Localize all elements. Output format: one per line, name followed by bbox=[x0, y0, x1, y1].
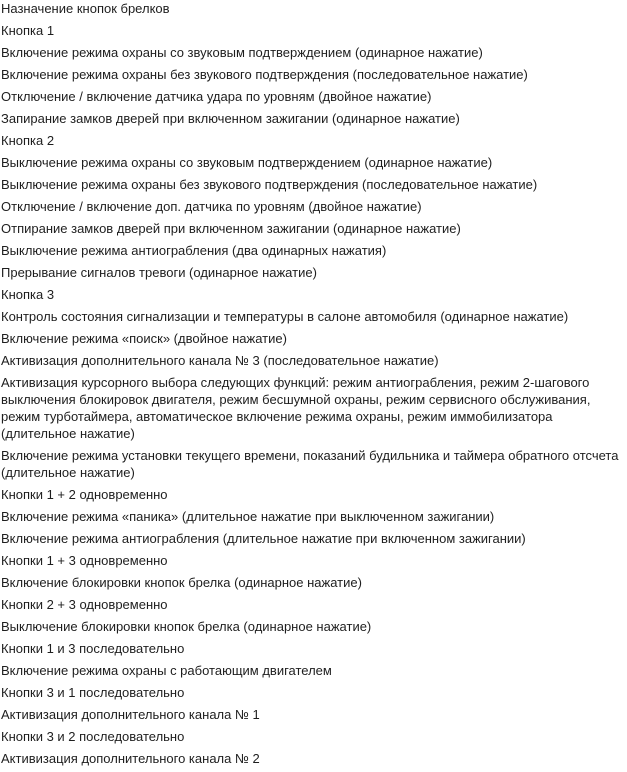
list-item: Контроль состояния сигнализации и температуры в салоне автомобиля (одинарное нажатие) bbox=[1, 309, 569, 324]
section-heading-buttons-2-plus-3: Кнопки 2 + 3 одновременно bbox=[1, 597, 168, 612]
list-item: Включение режима «паника» (длительное нажатие при выключенном зажигании) bbox=[1, 509, 495, 524]
list-item: Отключение / включение доп. датчика по уровням (двойное нажатие) bbox=[1, 199, 422, 214]
list-item: Выключение режима антиограбления (два одинарных нажатия) bbox=[1, 243, 387, 258]
list-item: Включение режима установки текущего времени, показаний будильника и таймера обратного отсчета (длительное нажатие) bbox=[1, 448, 619, 480]
list-item: Отпирание замков дверей при включенном зажигании (одинарное нажатие) bbox=[1, 221, 461, 236]
section-heading-buttons-3-then-2: Кнопки 3 и 2 последовательно bbox=[1, 729, 185, 744]
section-heading-buttons-3-then-1: Кнопки 3 и 1 последовательно bbox=[1, 685, 185, 700]
list-item: Выключение режима охраны без звукового подтверждения (последовательное нажатие) bbox=[1, 177, 538, 192]
list-item: Включение режима «поиск» (двойное нажатие) bbox=[1, 331, 287, 346]
list-item: Включение режима антиограбления (длительное нажатие при включенном зажигании) bbox=[1, 531, 526, 546]
list-item: Активизация курсорного выбора следующих функций: режим антиограбления, режим 2-шагового выключения блокировок двигателя, режим бесшумной охраны, режим сервисного обслуживания, режим турботаймера, автоматическое включение режима охраны, режим иммобилизатора (длительное нажатие) bbox=[1, 375, 591, 441]
list-item: Активизация дополнительного канала № 2 bbox=[1, 751, 260, 766]
list-item: Включение режима охраны со звуковым подтверждением (одинарное нажатие) bbox=[1, 45, 483, 60]
list-item: Прерывание сигналов тревоги (одинарное нажатие) bbox=[1, 265, 317, 280]
list-item: Активизация дополнительного канала № 1 bbox=[1, 707, 260, 722]
section-heading-buttons-1-then-3: Кнопки 1 и 3 последовательно bbox=[1, 641, 185, 656]
list-item: Запирание замков дверей при включенном зажигании (одинарное нажатие) bbox=[1, 111, 460, 126]
list-item: Включение режима охраны с работающим двигателем bbox=[1, 663, 332, 678]
list-item: Включение режима охраны без звукового подтверждения (последовательное нажатие) bbox=[1, 67, 528, 82]
list-item: Включение блокировки кнопок брелка (одинарное нажатие) bbox=[1, 575, 362, 590]
list-item: Выключение режима охраны со звуковым подтверждением (одинарное нажатие) bbox=[1, 155, 493, 170]
section-heading-button-3: Кнопка 3 bbox=[1, 287, 55, 302]
section-heading-buttons-1-plus-3: Кнопки 1 + 3 одновременно bbox=[1, 553, 168, 568]
document-title: Назначение кнопок брелков bbox=[1, 1, 170, 16]
section-heading-button-1: Кнопка 1 bbox=[1, 23, 55, 38]
list-item: Активизация дополнительного канала № 3 (последовательное нажатие) bbox=[1, 353, 439, 368]
list-item: Отключение / включение датчика удара по уровням (двойное нажатие) bbox=[1, 89, 432, 104]
list-item: Выключение блокировки кнопок брелка (одинарное нажатие) bbox=[1, 619, 372, 634]
section-heading-buttons-1-plus-2: Кнопки 1 + 2 одновременно bbox=[1, 487, 168, 502]
section-heading-button-2: Кнопка 2 bbox=[1, 133, 55, 148]
